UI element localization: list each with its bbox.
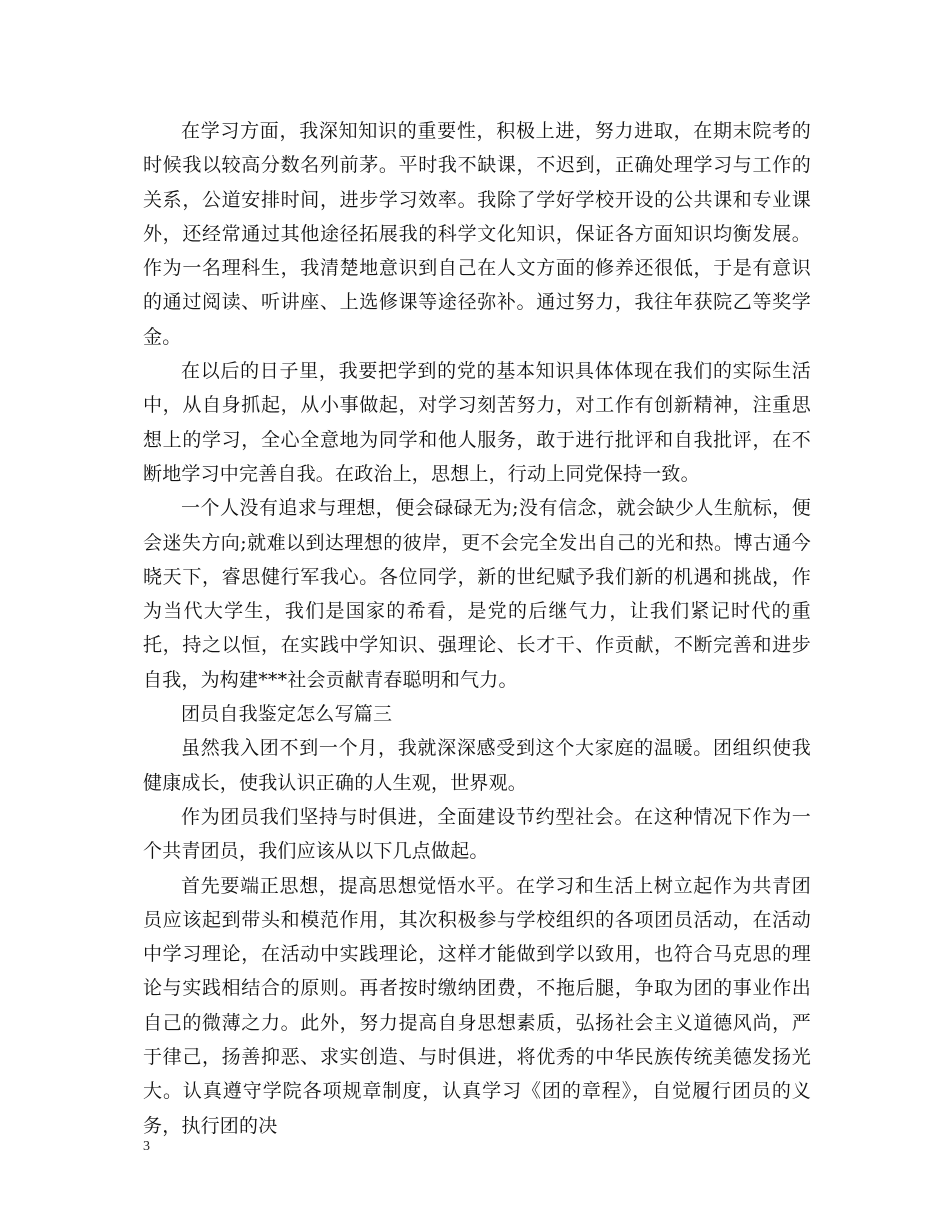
paragraph-future: 在以后的日子里，我要把学到的党的基本知识具体体现在我们的实际生活中，从自身抓起，从小事做起，对学习刻苦努力，对工作有创新精神，注重思想上的学习，全心全意地为同学和他人服务，敢于进行批评和自我批评，在不断地学习中完善自我。在政治上，思想上，行动上同党保持一致。 [143, 360, 811, 485]
document-body [143, 114, 811, 1143]
paragraph-study: 在学习方面，我深知知识的重要性，积极上进，努力进取，在期末院考的时候我以较高分数名列前茅。平时我不缺课，不迟到，正确处理学习与工作的关系，公道安排时间，进步学习效率。我除了学好学校开设的公共课和专业课外，还经常通过其他途径拓展我的科学文化知识，保证各方面知识均衡发展。作为一名理科生，我清楚地意识到自己在人文方面的修养还很低，于是有意识的通过阅读、听讲座、上选修课等途径弥补。通过努力，我往年获院乙等奖学金。 [143, 120, 811, 348]
page-number: 3 [143, 1139, 150, 1154]
paragraph-member-duty: 作为团员我们坚持与时俱进，全面建设节约型社会。在这种情况下作为一个共青团员，我们应该从以下几点做起。 [143, 805, 811, 863]
section-heading: 团员自我鉴定怎么写篇三 [181, 703, 393, 726]
paragraph-ideals: 一个人没有追求与理想，便会碌碌无为;没有信念，就会缺少人生航标，便会迷失方向;就难以到达理想的彼岸，更不会完全发出自己的光和热。博古通今晓天下，睿思健行军我心。各位同学，新的世纪赋予我们新的机遇和挑战，作为当代大学生，我们是国家的希看，是党的后继气力，让我们紧记时代的重托，持之以恒，在实践中学知识、强理论、长才干、作贡献，不断完善和进步自我，为构建***社会贡献青春聪明和气力。 [143, 497, 811, 691]
paragraph-first-steps: 首先要端正思想，提高思想觉悟水平。在学习和生活上树立起作为共青团员应该起到带头和模范作用，其次积极参与学校组织的各项团员活动，在活动中学习理论，在活动中实践理论，这样才能做到学以致用，也符合马克思的理论与实践相结合的原则。再者按时缴纳团费，不拖后腿，争取为团的事业作出自己的微薄之力。此外，努力提高自身思想素质，弘扬社会主义道德风尚，严于律己，扬善抑恶、求实创造、与时俱进，将优秀的中华民族传统美德发扬光大。认真遵守学院各项规章制度，认真学习《团的章程》，自觉履行团员的义务，执行团的决 [143, 874, 811, 1137]
paragraph-joining: 虽然我入团不到一个月，我就深深感受到这个大家庭的温暖。团组织使我健康成长，使我认识正确的人生观，世界观。 [143, 737, 811, 794]
